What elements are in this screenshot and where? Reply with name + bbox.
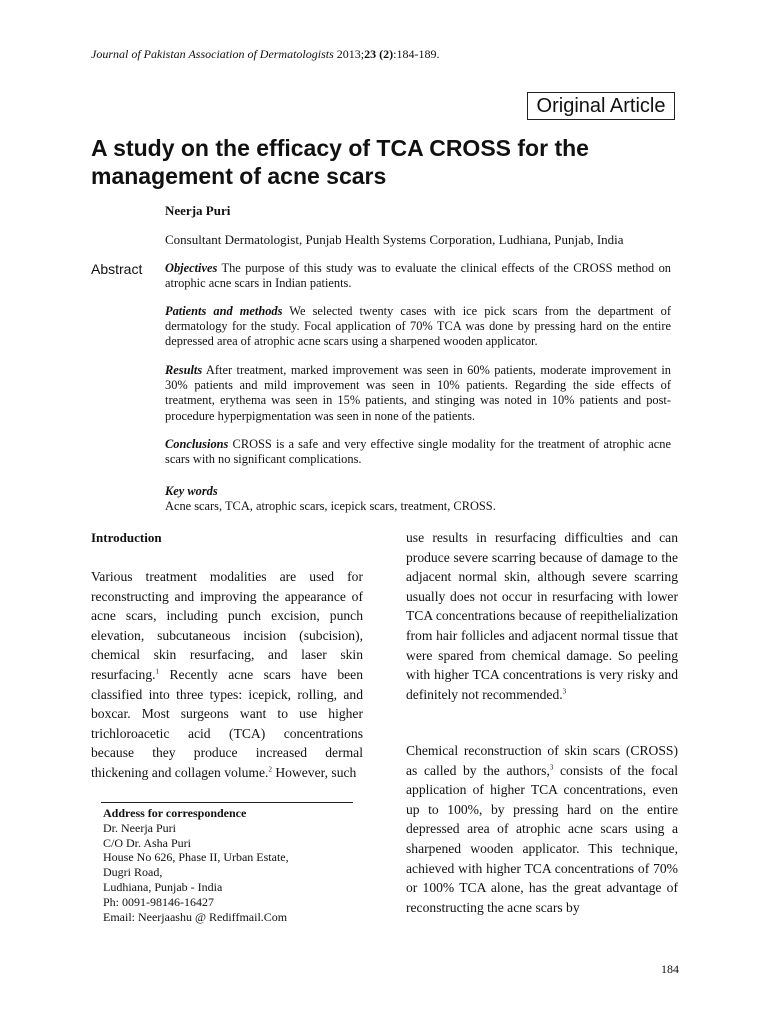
ref-1: 1 xyxy=(155,667,160,676)
conclusions-text: CROSS is a safe and very effective single modality for the treatment of atrophic acne scars with no significant complications. xyxy=(165,437,671,467)
intro-paragraph xyxy=(91,567,363,783)
intro-text-b: Recently acne scars have been classified into three types: icepick, rolling, and boxcar. Most surgeons want to use higher trichloroacetic acid (TCA) concentrations because they produce increased dermal thickening and collagen volume. xyxy=(91,666,363,780)
right-paragraph-1 xyxy=(406,528,678,704)
objectives-heading: Objectives xyxy=(165,261,218,275)
right-text-2b: consists of the focal application of higher TCA concentrations, even up to 100%, by pressing hard on the entire depressed area of atrophic acne scars using a sharpened wooden applicator. This technique, achieved with higher TCA concentrations of 70% or 100% TCA alone, has the great advantage of reconstructing the acne scars by xyxy=(406,762,678,915)
correspondence-divider xyxy=(101,802,353,803)
ref-3b: 3 xyxy=(549,763,554,772)
conclusions-heading: Conclusions xyxy=(165,437,229,451)
article-type-badge: Original Article xyxy=(527,92,675,120)
address-line: Dr. Neerja Puri xyxy=(103,820,176,835)
address-line: House No 626, Phase II, Urban Estate, xyxy=(103,850,289,865)
right-text-2a: Chemical reconstruction of skin scars (CROSS) as called by the authors, xyxy=(406,743,678,778)
abstract-methods xyxy=(165,304,671,350)
journal-issue: (2) xyxy=(376,47,394,61)
correspondence-block xyxy=(103,806,289,924)
journal-name: Journal of Pakistan Association of Dermatologists xyxy=(91,47,334,61)
author-name: Neerja Puri xyxy=(165,203,231,218)
methods-heading: Patients and methods xyxy=(165,304,283,318)
author-affiliation: Consultant Dermatologist, Punjab Health Systems Corporation, Ludhiana, Punjab, India xyxy=(165,232,624,247)
journal-pages: :184-189. xyxy=(393,47,440,61)
journal-citation xyxy=(91,47,439,62)
article-title: A study on the efficacy of TCA CROSS for the management of acne scars xyxy=(91,135,589,189)
results-text: After treatment, marked improvement was seen in 60% patients, moderate improvement in 30% patients and mild improvement was seen in 10% patients. Regarding the side effects of treatment, erythema was seen in 15% patients, and stinging was noted in 10% patients and post-procedure hyperpigmentation was seen in none of the patients. xyxy=(165,363,671,423)
objectives-text: The purpose of this study was to evaluate the clinical effects of the CROSS method on atrophic acne scars in Indian patients. xyxy=(165,261,671,291)
introduction-heading: Introduction xyxy=(91,530,162,545)
keywords-text: Acne scars, TCA, atrophic scars, icepick scars, treatment, CROSS. xyxy=(165,499,496,514)
ref-2: 2 xyxy=(268,765,272,774)
abstract-results xyxy=(165,363,671,424)
keywords-heading: Key words xyxy=(165,484,218,498)
journal-year: 2013; xyxy=(333,47,365,61)
address-line: Dugri Road, xyxy=(103,865,163,880)
abstract-keywords xyxy=(165,484,671,514)
page-number: 184 xyxy=(661,962,679,976)
abstract-objectives xyxy=(165,261,671,291)
intro-text-c: However, such xyxy=(271,764,357,780)
results-heading: Results xyxy=(165,363,203,377)
right-paragraph-2 xyxy=(406,741,678,917)
abstract-label: Abstract xyxy=(91,261,143,277)
phone-line: Ph: 0091-98146-16427 xyxy=(103,894,214,909)
address-line: C/O Dr. Asha Puri xyxy=(103,835,192,850)
journal-volume: 23 xyxy=(364,47,377,61)
email-line: Email: Neerjaashu @ Rediffmail.Com xyxy=(103,909,288,924)
correspondence-heading: Address for correspondence xyxy=(103,806,247,820)
abstract-conclusions xyxy=(165,437,671,467)
methods-text: We selected twenty cases with ice pick scars from the department of dermatology for the study. Focal application of 70% TCA was done by pressing hard on the entire depressed area of atrophic acne scars using a sharpened wooden applicator. xyxy=(165,304,671,349)
ref-3a: 3 xyxy=(562,687,567,696)
address-line: Ludhiana, Punjab - India xyxy=(103,879,223,894)
intro-text-a: Various treatment modalities are used for reconstructing and improving the appearance of acne scars, including punch excision, punch elevation, subcutaneous incision (subcision), chemical skin resurfacing, and laser skin resurfacing. xyxy=(91,569,363,682)
right-text-1: use results in resurfacing difficulties and can produce severe scarring because of damage to the adjacent normal skin, although severe scarring usually does not occur in resurfacing with lower TCA concentrations because of reepithelialization from hair follicles and adjacent normal tissue that were spared from chemical damage. So peeling with higher TCA concentrations is very risky and definitely not recommended. xyxy=(406,530,678,702)
